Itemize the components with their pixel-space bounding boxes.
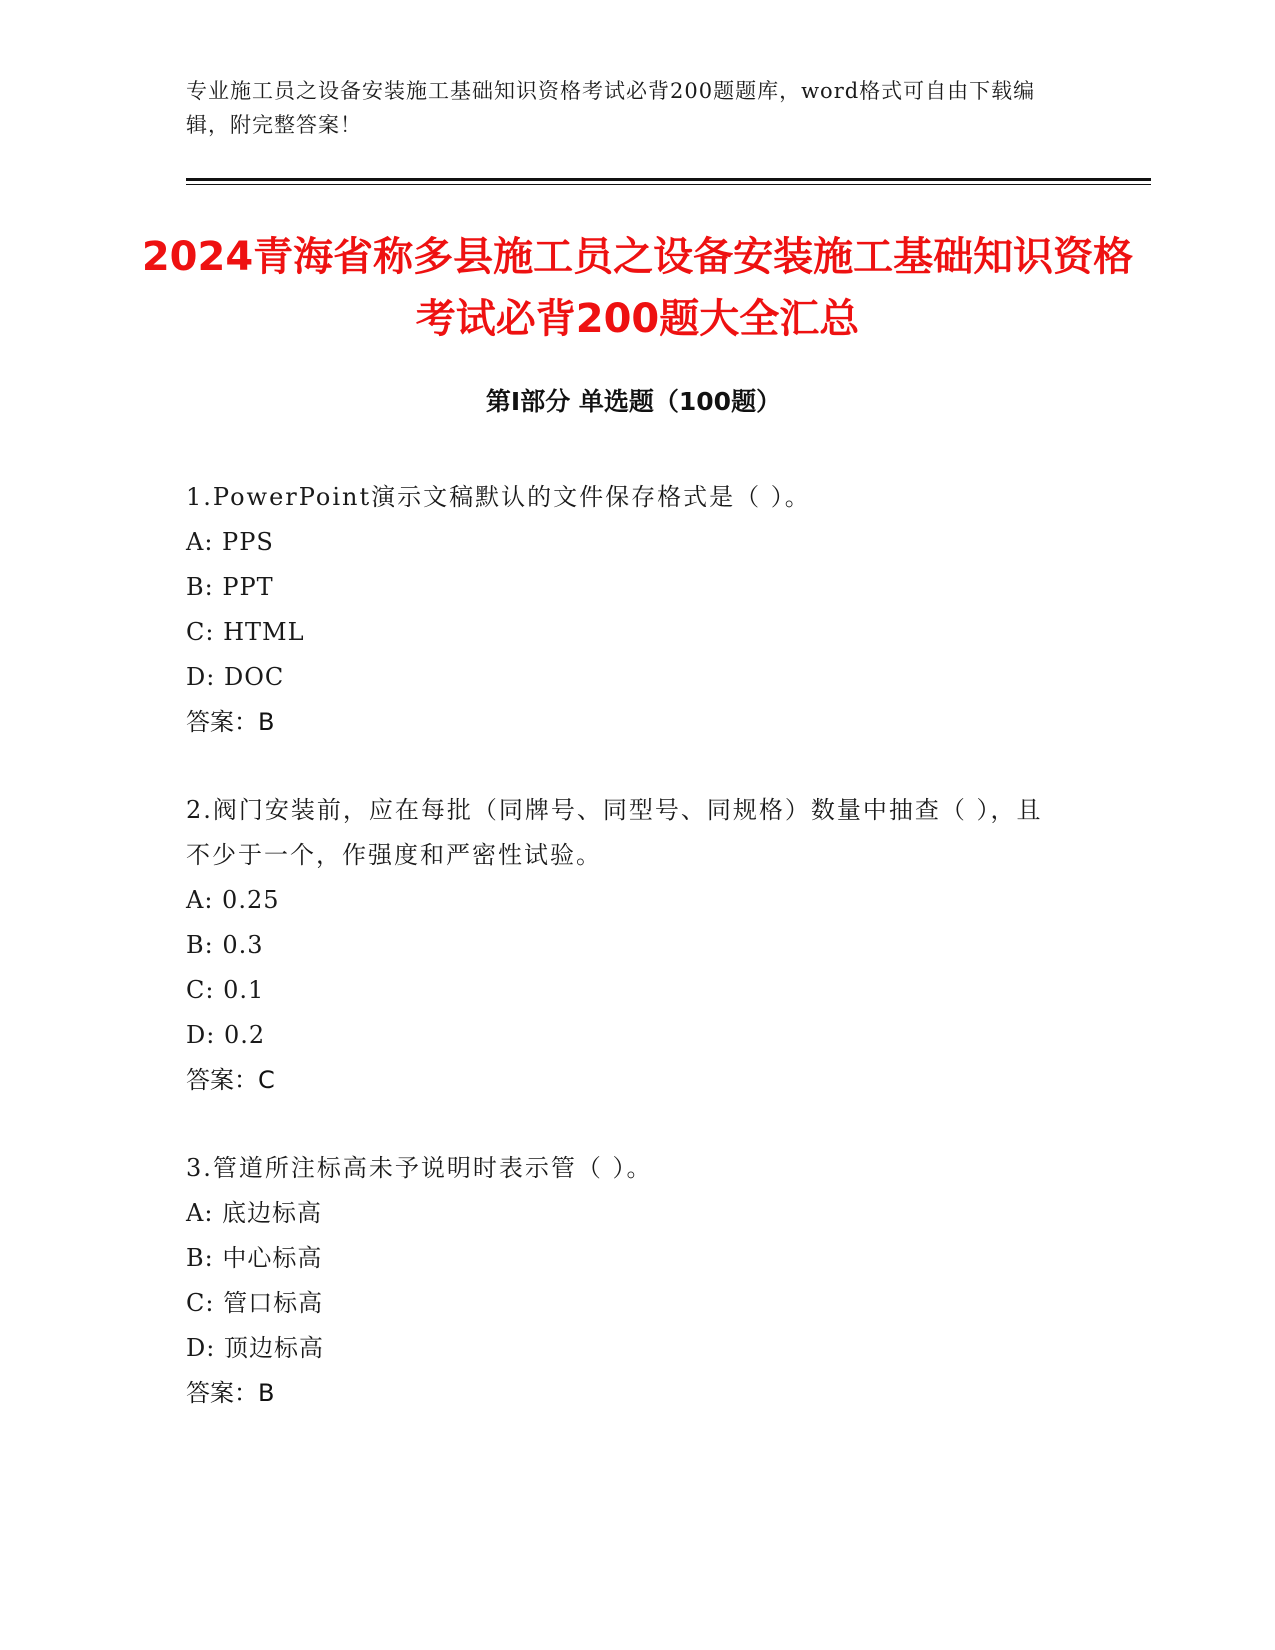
option-b: B: 0.3 <box>186 931 264 959</box>
option-b: B: 中心标高 <box>186 1244 323 1272</box>
option-a: A: 0.25 <box>186 886 280 914</box>
question-stem: 3.管道所注标高未予说明时表示管（ ）。 <box>186 1154 653 1182</box>
answer: 答案：B <box>186 1379 275 1407</box>
question-1 <box>186 475 1066 745</box>
question-list <box>186 475 1066 1459</box>
option-a: A: PPS <box>186 528 274 556</box>
document-title: 2024青海省称多县施工员之设备安装施工基础知识资格考试必背200题大全汇总 <box>141 234 1134 342</box>
option-b: B: PPT <box>186 573 274 601</box>
question-3 <box>186 1146 1066 1416</box>
header-divider-thin <box>186 184 1151 185</box>
option-c: C: HTML <box>186 618 305 646</box>
option-d: D: 0.2 <box>186 1021 266 1049</box>
answer: 答案：C <box>186 1066 275 1094</box>
option-c: C: 0.1 <box>186 976 265 1004</box>
header-divider-thick <box>186 178 1151 181</box>
question-2 <box>186 788 1066 1103</box>
option-d: D: 顶边标高 <box>186 1334 324 1362</box>
option-a: A: 底边标高 <box>186 1199 323 1227</box>
option-c: C: 管口标高 <box>186 1289 324 1317</box>
header-note: 专业施工员之设备安装施工基础知识资格考试必背200题题库，word格式可自由下载编辑，附完整答案！ <box>186 79 1036 137</box>
answer: 答案：B <box>186 708 275 736</box>
question-stem: 2.阀门安装前，应在每批（同牌号、同型号、同规格）数量中抽查（ ），且不少于一个，作强度和严密性试验。 <box>186 796 1043 869</box>
option-d: D: DOC <box>186 663 285 691</box>
question-stem: 1.PowerPoint演示文稿默认的文件保存格式是（ ）。 <box>186 483 811 511</box>
section-title: 第Ⅰ部分 单选题（100题） <box>485 387 782 416</box>
